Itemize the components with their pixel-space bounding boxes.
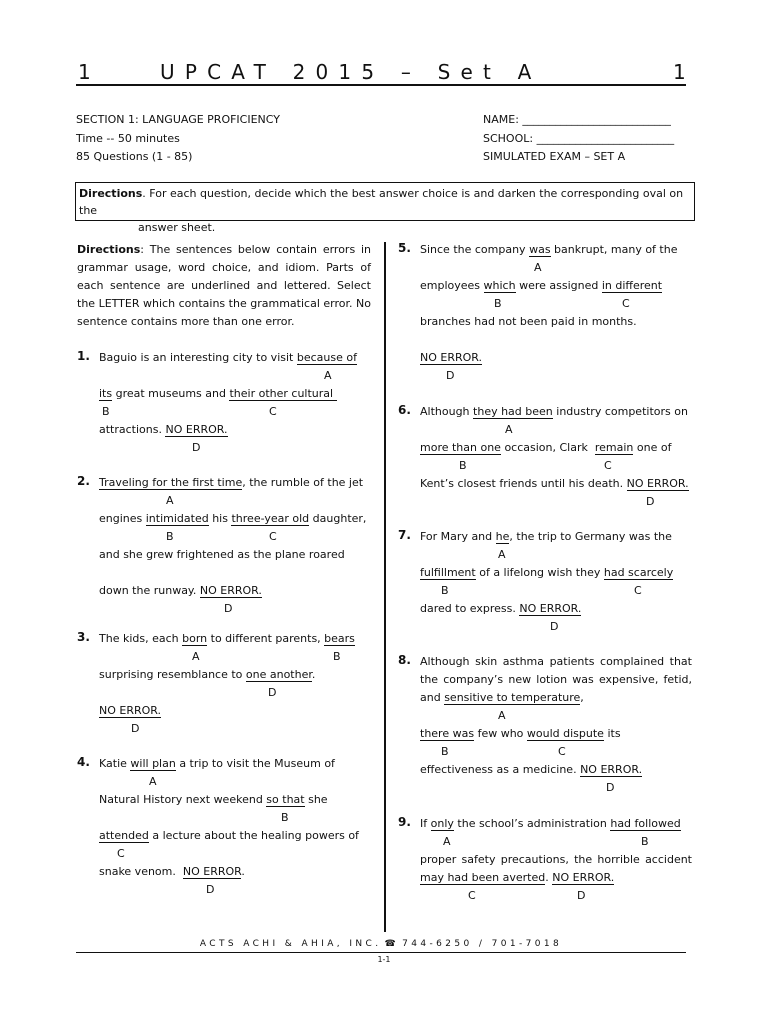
- school-field: SCHOOL: _________________________: [483, 131, 675, 145]
- q6-text: one of: [633, 441, 672, 454]
- q4-part-b: so that: [266, 793, 305, 806]
- q4-text: .: [241, 865, 245, 878]
- name-field: NAME: ___________________________: [483, 113, 671, 126]
- q7-letter-a: A: [498, 548, 506, 561]
- section-name: SECTION 1: LANGUAGE PROFICIENCY: [76, 113, 280, 126]
- q4-letter-c: C: [117, 847, 125, 860]
- q6-text: Although: [420, 405, 474, 418]
- q5-text: branches had not been paid in months.: [420, 315, 637, 328]
- q1-letter-d: D: [192, 441, 201, 454]
- question-8: [398, 653, 692, 797]
- q1-text: attractions.: [99, 423, 166, 436]
- q6-text: Kent’s closest friends until his death.: [420, 477, 627, 490]
- examinee-info: [483, 111, 674, 167]
- q2-text: down the runway.: [99, 584, 200, 597]
- q2-part-a: Traveling for the first time: [99, 476, 243, 489]
- q1-letter-c: C: [269, 405, 277, 418]
- q8-text: and: [420, 691, 445, 704]
- q8-part-c: would dispute: [526, 727, 604, 740]
- question-5: [398, 241, 692, 385]
- q4-text: Natural History next weekend: [99, 793, 267, 806]
- q2-text: daughter,: [309, 512, 367, 525]
- q9-part-d: NO ERROR.: [552, 871, 615, 884]
- question-3: [77, 630, 371, 738]
- q6-part-b: more than one: [420, 441, 501, 454]
- q5-text: bankrupt, many of the: [550, 243, 678, 256]
- q1-part-a: because of: [296, 351, 357, 364]
- q2-letter-a: A: [166, 494, 174, 507]
- q5-letter-d: D: [446, 369, 455, 382]
- q9-letter-a: A: [443, 835, 451, 848]
- q5-letter-a: A: [534, 261, 542, 274]
- q5-text: employees: [420, 279, 484, 292]
- q3-part-a: born: [182, 632, 208, 645]
- q3-text: surprising resemblance to: [99, 668, 246, 681]
- q3-letter-b: B: [333, 650, 341, 663]
- q8-letter-c: C: [558, 745, 566, 758]
- q8-text: the company’s new lotion was expensive, fetid,: [420, 673, 692, 686]
- q4-letter-b: B: [281, 811, 289, 824]
- exam-label: SIMULATED EXAM – SET A: [483, 150, 626, 163]
- q9-part-b: had followed: [610, 817, 681, 830]
- question-7: [398, 528, 692, 636]
- q5-part-b: which: [483, 279, 516, 292]
- q9-part-a: only: [430, 817, 454, 830]
- header-page-number-left: 1: [78, 60, 91, 84]
- q3-part-d: NO ERROR.: [99, 704, 162, 717]
- q7-letter-b: B: [441, 584, 449, 597]
- q8-text: its: [603, 727, 621, 740]
- header-page-number-right: 1: [673, 60, 686, 84]
- q1-text: great museums and: [112, 387, 230, 400]
- q4-text: she: [304, 793, 328, 806]
- page-header: [76, 60, 686, 86]
- directions-text-1: . For each question, decide which the best answer choice is and darken the corresponding oval on the: [79, 187, 684, 217]
- page-number: 1-1: [377, 955, 391, 964]
- q2-text: and she grew frightened as the plane roared: [99, 548, 345, 561]
- q9-letter-c: C: [468, 889, 476, 902]
- q4-text: a trip to visit the Museum of: [175, 757, 335, 770]
- time-limit: Time -- 50 minutes: [76, 131, 180, 145]
- q5-letter-c: C: [622, 297, 630, 310]
- q6-text: industry competitors on: [552, 405, 688, 418]
- question-9: [398, 815, 692, 905]
- directions-text-2: answer sheet.: [138, 221, 216, 234]
- question-count: 85 Questions (1 - 85): [76, 150, 193, 163]
- q8-text: few who: [474, 727, 527, 740]
- q3-part-c: one another: [245, 668, 312, 681]
- q2-part-b: intimidated: [145, 512, 209, 525]
- q6-letter-b: B: [459, 459, 467, 472]
- q1-part-c: their other cultural: [229, 387, 337, 400]
- q8-letter-d: D: [606, 781, 615, 794]
- question-number: 8.: [398, 653, 411, 667]
- q6-text: occasion, Clark: [500, 441, 595, 454]
- footer-company: ACTS ACHI & AHIA, INC.: [199, 939, 382, 949]
- q2-part-c: three-year old: [231, 512, 310, 525]
- q2-part-d: NO ERROR.: [199, 584, 262, 597]
- q6-letter-c: C: [604, 459, 612, 472]
- q3-letter-d: D: [131, 722, 140, 735]
- q5-text: were assigned: [515, 279, 602, 292]
- q4-letter-d: D: [206, 883, 215, 896]
- q2-letter-c: C: [269, 530, 277, 543]
- q6-letter-d: D: [646, 495, 655, 508]
- q5-part-c: in different: [601, 279, 663, 292]
- q8-text: ,: [580, 691, 584, 704]
- q4-text: a lecture about the healing powers of: [148, 829, 359, 842]
- q4-part-a: will plan: [130, 757, 176, 770]
- q7-text: , the trip to Germany was the: [509, 530, 672, 543]
- q1-part-d: NO ERROR.: [165, 423, 228, 436]
- intro-directions-label: Directions: [77, 243, 141, 256]
- intro-directions-text: : The sentences below contain errors in grammar usage, word choice, and idiom. Parts of each sentence are underlined and lettered. Select the LETTER which contains the grammatical error. No sentence contains more than one error.: [77, 243, 371, 328]
- q4-letter-a: A: [149, 775, 157, 788]
- footer-phones: 744-6250 / 701-7018: [402, 939, 563, 949]
- q2-letter-d: D: [224, 602, 233, 615]
- q5-part-a: was: [529, 243, 551, 256]
- left-column: [77, 241, 371, 896]
- q1-text: Baguio is an interesting city to visit: [99, 351, 297, 364]
- q1-letter-b: B: [102, 405, 110, 418]
- q3-text: The kids, each: [99, 632, 183, 645]
- question-number: 9.: [398, 815, 411, 829]
- q2-text: engines: [99, 512, 146, 525]
- q4-part-c: attended: [99, 829, 149, 842]
- q3-text: to different parents,: [207, 632, 325, 645]
- q6-part-d: NO ERROR.: [626, 477, 689, 490]
- sentence-directions: [77, 241, 371, 331]
- q7-text: of a lifelong wish they: [475, 566, 604, 579]
- q8-part-d: NO ERROR.: [580, 763, 643, 776]
- question-number: 3.: [77, 630, 90, 644]
- q1-part-b: its: [99, 387, 113, 400]
- q5-text: Since the company: [420, 243, 530, 256]
- question-number: 6.: [398, 403, 411, 417]
- q3-text: .: [311, 668, 316, 681]
- q2-text: his: [208, 512, 232, 525]
- q5-letter-b: B: [494, 297, 502, 310]
- q6-part-c: remain: [594, 441, 634, 454]
- q9-text: proper safety precautions, the horrible accident: [420, 853, 692, 866]
- q3-letter-c: D: [268, 686, 277, 699]
- q7-letter-d: D: [550, 620, 559, 633]
- q7-part-a: he: [495, 530, 510, 543]
- q7-letter-c: C: [634, 584, 642, 597]
- question-number: 5.: [398, 241, 411, 255]
- q2-letter-b: B: [166, 530, 174, 543]
- q4-text: Katie: [99, 757, 131, 770]
- question-1: [77, 349, 371, 457]
- header-title: UPCAT 2015 – Set A: [160, 60, 542, 84]
- q8-text: effectiveness as a medicine.: [420, 763, 581, 776]
- q7-text: For Mary and: [420, 530, 496, 543]
- section-info: [76, 111, 280, 167]
- column-divider: [384, 242, 386, 932]
- q4-part-d: NO ERROR: [182, 865, 242, 878]
- q3-part-b: bears: [324, 632, 355, 645]
- directions-box: [75, 182, 695, 234]
- q6-letter-a: A: [505, 423, 513, 436]
- page-footer: [76, 938, 686, 953]
- question-2: [77, 474, 371, 618]
- q8-text: Although skin asthma patients complained that: [420, 655, 692, 668]
- q7-text: dared to express.: [420, 602, 520, 615]
- q9-letter-d: D: [577, 889, 586, 902]
- question-number: 2.: [77, 474, 90, 488]
- q1-letter-a: A: [324, 369, 332, 382]
- q8-letter-b: B: [441, 745, 449, 758]
- directions-label: Directions: [79, 187, 143, 200]
- q8-letter-a: A: [498, 709, 506, 722]
- q9-letter-b: B: [641, 835, 649, 848]
- q6-part-a: they had been: [473, 405, 553, 418]
- telephone-icon: ☎: [384, 939, 400, 949]
- q9-text: .: [545, 871, 553, 884]
- q9-text: If: [420, 817, 431, 830]
- q5-part-d: NO ERROR.: [420, 351, 483, 364]
- q7-part-c: had scarcely: [603, 566, 674, 579]
- q7-part-d: NO ERROR.: [519, 602, 582, 615]
- q3-letter-a: A: [192, 650, 200, 663]
- q2-text: , the rumble of the jet: [242, 476, 364, 489]
- q9-text: the school’s administration: [453, 817, 611, 830]
- q8-part-a: sensitive to temperature: [444, 691, 581, 704]
- question-4: [77, 755, 371, 899]
- question-6: [398, 403, 692, 511]
- q4-text: snake venom.: [99, 865, 183, 878]
- question-number: 4.: [77, 755, 90, 769]
- q7-part-b: fulfillment: [420, 566, 476, 579]
- q9-part-c: may had been averted: [420, 871, 546, 884]
- q8-part-b: there was: [420, 727, 475, 740]
- question-number: 1.: [77, 349, 90, 363]
- question-number: 7.: [398, 528, 411, 542]
